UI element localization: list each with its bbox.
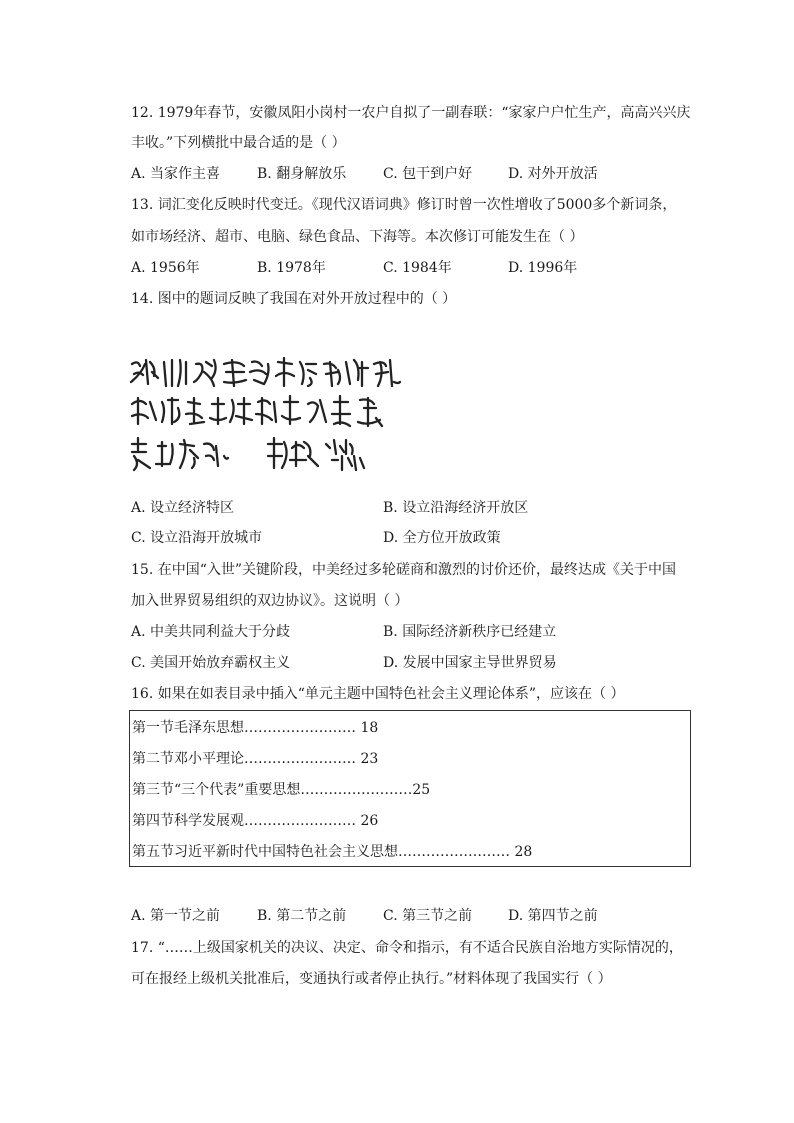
toc-row-4: 第四节科学发展观…………………… 26	[132, 813, 379, 829]
toc-row-3: 第三节“三个代表”重要思想……………………25	[132, 782, 431, 798]
q12-stem-line1: 12. 1979年春节，安徽凤阳小岗村一农户自拟了一副春联：“家家户户忙生产，高高兴兴庆	[131, 105, 691, 121]
q13-stem-line2: 如市场经济、超市、电脑、绿色食品、下海等。本次修订可能发生在（ ）	[131, 229, 584, 245]
q12-option-a[interactable]: A. 当家作主喜	[131, 166, 221, 182]
calligraphy-inscription-image	[128, 352, 408, 482]
q17-stem-line2: 可在报经上级机关批准后，变通执行或者停止执行。”材料体现了我国实行（ ）	[131, 971, 612, 987]
q15-option-a[interactable]: A. 中美共同利益大于分歧	[131, 624, 291, 640]
q14-option-b[interactable]: B. 设立沿海经济开放区	[383, 500, 529, 516]
q16-option-b[interactable]: B. 第二节之前	[257, 908, 347, 924]
toc-row-2: 第二节邓小平理论…………………… 23	[132, 751, 379, 767]
q13-option-a[interactable]: A. 1956年	[131, 260, 200, 276]
q15-stem-line2: 加入世界贸易组织的双边协议》。这说明（ ）	[131, 593, 409, 609]
q16-stem: 16. 如果在如表目录中插入“单元主题中国特色社会主义理论体系”，应该在（ ）	[131, 686, 625, 702]
q16-option-c[interactable]: C. 第三节之前	[383, 908, 473, 924]
q14-option-d[interactable]: D. 全方位开放政策	[383, 530, 501, 546]
q15-option-d[interactable]: D. 发展中国家主导世界贸易	[383, 655, 557, 671]
q13-option-b[interactable]: B. 1978年	[257, 260, 326, 276]
q12-option-d[interactable]: D. 对外开放活	[508, 166, 598, 182]
q12-stem-line2: 丰收。”下列横批中最合适的是（ ）	[131, 135, 346, 151]
q15-option-b[interactable]: B. 国际经济新秩序已经建立	[383, 624, 557, 640]
q12-option-b[interactable]: B. 翻身解放乐	[257, 166, 347, 182]
q12-option-c[interactable]: C. 包干到户好	[383, 166, 473, 182]
q14-option-a[interactable]: A. 设立经济特区	[131, 500, 235, 516]
q16-option-a[interactable]: A. 第一节之前	[131, 908, 221, 924]
toc-row-5: 第五节习近平新时代中国特色社会主义思想…………………… 28	[132, 844, 533, 860]
q16-option-d[interactable]: D. 第四节之前	[508, 908, 598, 924]
table-of-contents-box	[129, 710, 691, 867]
toc-row-1: 第一节毛泽东思想…………………… 18	[132, 720, 379, 736]
q13-stem-line1: 13. 词汇变化反映时代变迁。《现代汉语词典》修订时曾一次性增收了5000多个新词条，	[131, 197, 677, 213]
q15-option-c[interactable]: C. 美国开始放弃霸权主义	[131, 655, 291, 671]
q15-stem-line1: 15. 在中国“入世”关键阶段，中美经过多轮磋商和激烈的讨价还价，最终达成《关于中国	[131, 562, 677, 578]
q13-option-c[interactable]: C. 1984年	[383, 260, 452, 276]
q14-option-c[interactable]: C. 设立沿海开放城市	[131, 530, 263, 546]
q13-option-d[interactable]: D. 1996年	[508, 260, 578, 276]
q17-stem-line1: 17. “……上级国家机关的决议、决定、命令和指示，有不适合民族自治地方实际情况的，	[131, 940, 683, 956]
q14-stem: 14. 图中的题词反映了我国在对外开放过程中的（ ）	[131, 291, 457, 307]
